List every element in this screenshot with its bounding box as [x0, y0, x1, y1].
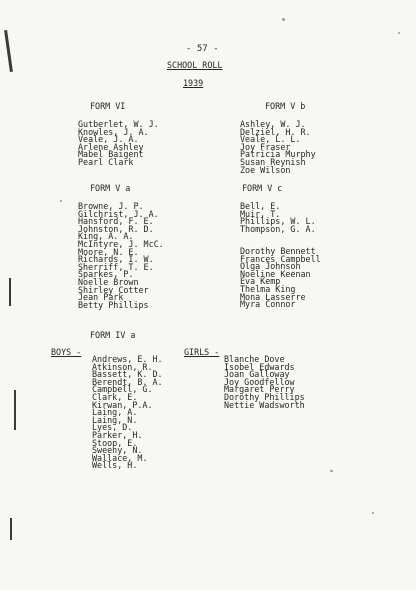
student-name: Blanche Dove — [224, 354, 285, 364]
student-name: Sherriff, T. E. — [78, 261, 154, 272]
form-5c-heading: FORM V c — [242, 183, 283, 193]
student-name: Arlene Ashley — [78, 141, 144, 152]
student-name: Delziel, H. R. — [240, 126, 311, 137]
paper-speck — [372, 512, 374, 514]
student-name: Noelle Brown — [78, 276, 139, 287]
student-name: Joy Goodfellow — [224, 376, 295, 387]
student-name: Knowles, J. A. — [78, 126, 149, 137]
paper-speck — [398, 32, 400, 34]
student-name: Mona Lasserre — [240, 291, 306, 302]
student-name: Moore, N. E. — [78, 246, 139, 257]
student-name: Joy Fraser — [240, 141, 291, 152]
student-name: Kirwan, P.A. — [92, 399, 153, 410]
page-title: SCHOOL ROLL — [167, 60, 223, 70]
student-name: Ashley, W. J. — [240, 119, 306, 129]
student-name: Eva Kemp — [240, 276, 281, 287]
girls-label: GIRLS - — [184, 347, 220, 357]
student-name: Frances Campbell — [240, 253, 321, 264]
student-name: Zoe Wilson — [240, 164, 291, 175]
form-4a-boys-list — [92, 356, 163, 470]
student-name: Sparkes, P. — [78, 269, 134, 280]
student-name: Berendt, B. A. — [92, 376, 163, 387]
student-name: Betty Phillips — [78, 299, 149, 310]
student-name: Sweeny, N. — [92, 445, 143, 456]
student-name: Olga Johnson — [240, 261, 301, 272]
binding-mark — [9, 278, 11, 306]
student-name: Myra Connor — [240, 299, 296, 310]
page-number: - 57 - — [186, 44, 219, 54]
form-5b-heading: FORM V b — [265, 101, 306, 111]
student-name: Gilchrist, J. A. — [78, 208, 159, 219]
paper-speck — [282, 18, 285, 21]
student-name: Patricia Murphy — [240, 149, 316, 160]
student-name: Dorothy Phillips — [224, 391, 305, 402]
student-name: King, A. A. — [78, 231, 134, 242]
student-name: Jean Park — [78, 292, 124, 303]
student-name: Thelma King — [240, 283, 296, 294]
student-name: Hansford, F. E. — [78, 216, 154, 227]
form-5c-boys-list — [240, 203, 316, 233]
student-name: Veale, J. A. — [78, 134, 139, 145]
form-6-list — [78, 121, 159, 167]
boys-label: BOYS - — [51, 347, 82, 357]
student-name: Nettie Wadsworth — [224, 399, 305, 410]
student-name: Bassett, K. D. — [92, 369, 163, 380]
student-name: Stoop, E. — [92, 437, 138, 448]
student-name: Joan Galloway — [224, 369, 290, 380]
student-name: Laing, N. — [92, 414, 138, 425]
paper-speck — [330, 470, 333, 472]
paper-speck — [60, 200, 62, 202]
student-name: Laing, A. — [92, 407, 138, 418]
student-name: Susan Reynish — [240, 156, 306, 167]
student-name: Wells, H. — [92, 460, 138, 471]
student-name: Lyes, D. — [92, 422, 133, 433]
form-4a-heading: FORM IV a — [90, 330, 136, 340]
student-name: Margaret Perry — [224, 384, 295, 395]
student-name: Pearl Clark — [78, 156, 134, 167]
student-name: Clark, E. — [92, 391, 138, 402]
student-name: Parker, H. — [92, 429, 143, 440]
form-5a-list — [78, 203, 164, 309]
student-name: Johnston, R. D. — [78, 223, 154, 234]
binding-mark — [10, 518, 12, 540]
student-name: Shirley Cotter — [78, 284, 149, 295]
form-6-heading: FORM VI — [90, 101, 126, 111]
student-name: Atkinson, R. — [92, 361, 153, 372]
student-name: Veale, L. L. — [240, 134, 301, 145]
binding-mark — [4, 30, 13, 72]
student-name: McIntyre, J. McC. — [78, 238, 164, 249]
student-name: Mabel Baigent — [78, 149, 144, 160]
student-name: Isobel Edwards — [224, 361, 295, 372]
student-name: Wallace, M. — [92, 452, 148, 463]
student-name: Richards, I. W. — [78, 254, 154, 265]
form-5b-list — [240, 121, 316, 174]
student-name: Dorothy Bennett — [240, 246, 316, 256]
year-heading: 1939 — [183, 78, 204, 88]
student-name: Noeline Keenan — [240, 268, 311, 279]
student-name: Phillips, W. L. — [240, 216, 316, 227]
student-name: Campbell, G. — [92, 384, 153, 395]
form-5a-heading: FORM V a — [90, 183, 131, 193]
student-name: Browne, J. P. — [78, 201, 144, 211]
student-name: Muir, T. — [240, 208, 281, 219]
student-name: Andrews, E. H. — [92, 354, 163, 364]
form-5c-girls-list — [240, 248, 321, 309]
binding-mark — [14, 390, 16, 430]
form-4a-girls-list — [224, 356, 305, 409]
student-name: Thompson, G. A. — [240, 223, 316, 234]
student-name: Gutberlet, W. J. — [78, 119, 159, 129]
student-name: Bell, E. — [240, 201, 281, 211]
